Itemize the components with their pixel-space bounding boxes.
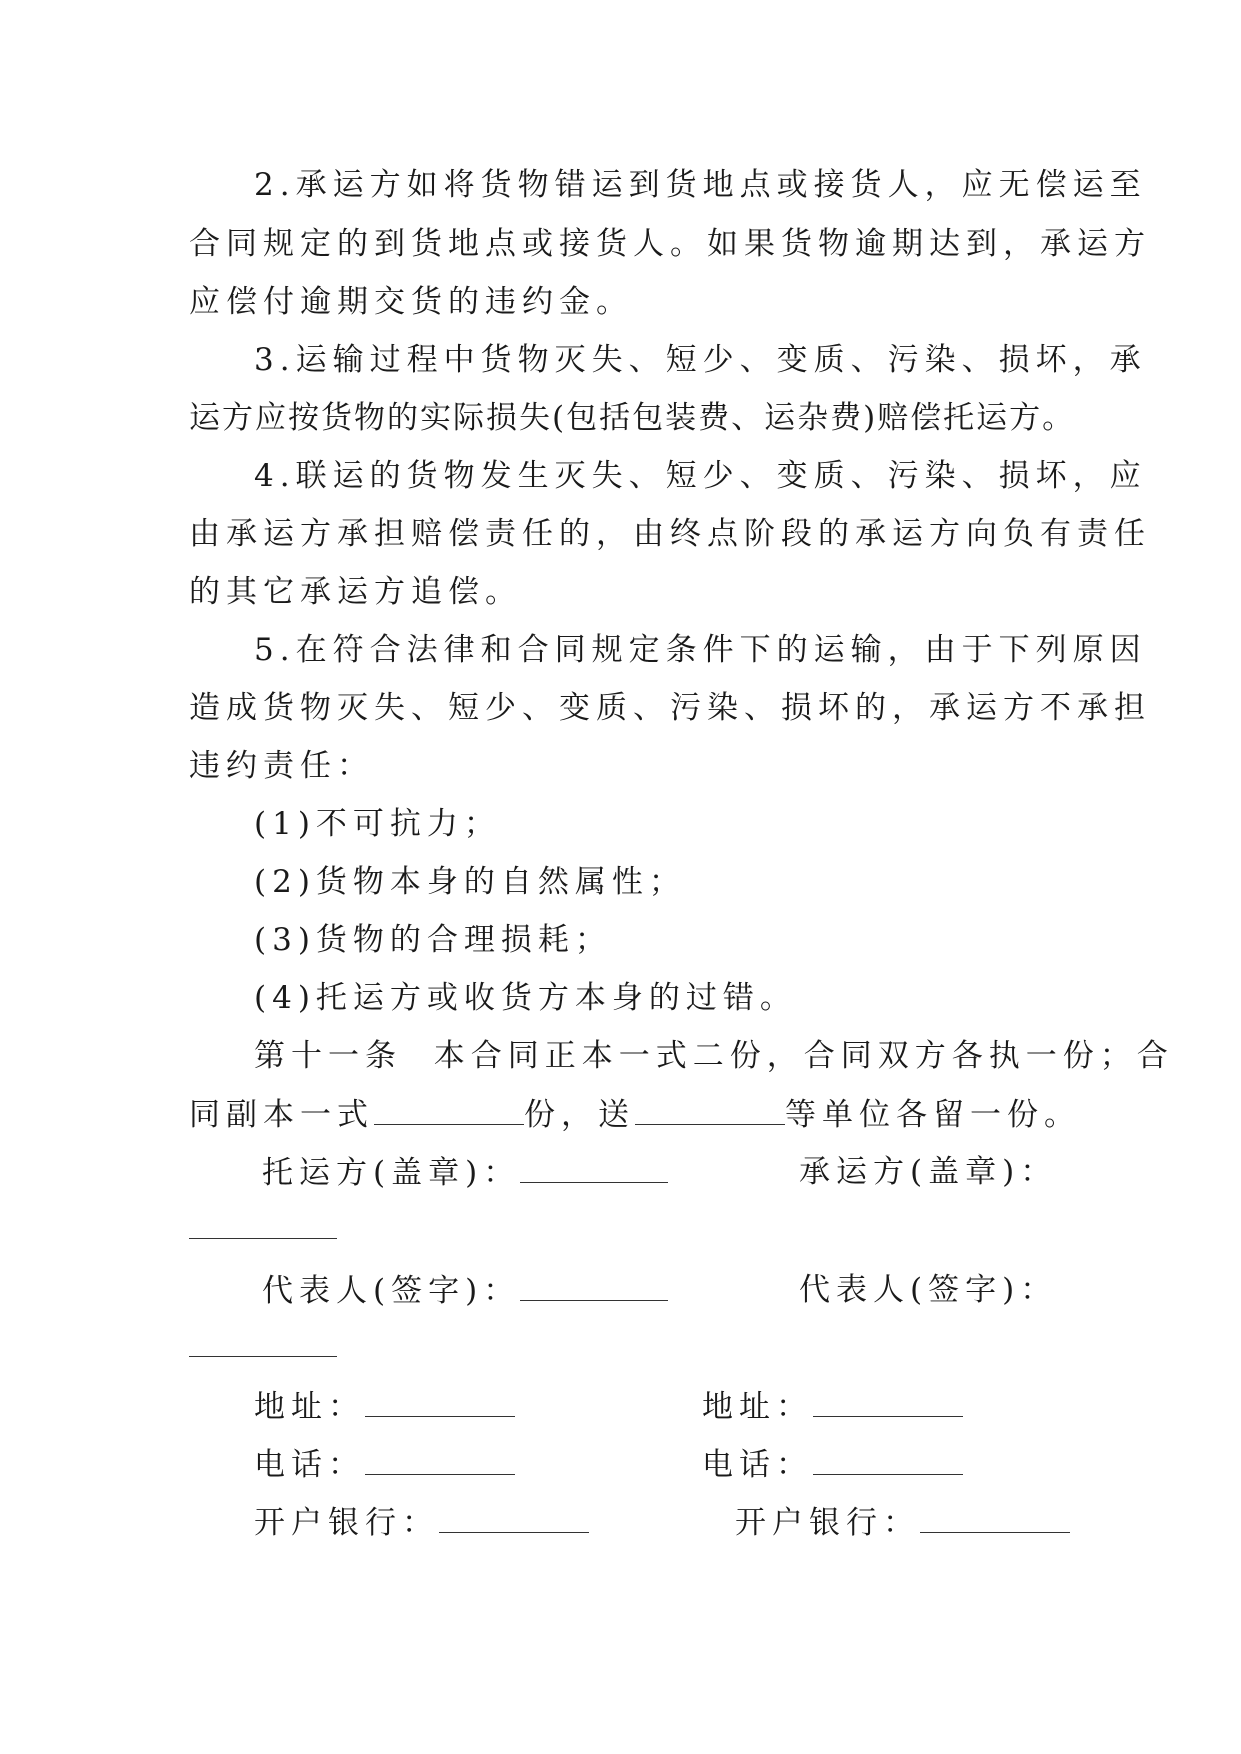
recipients-blank (635, 1094, 785, 1125)
phone-left-label: 电话： (254, 1447, 365, 1483)
article-11-text-a: 同副本一式 (189, 1097, 374, 1133)
clause-4-line-2: 由承运方承担赔偿责任的，由终点阶段的承运方向负有责任 (189, 516, 1151, 552)
bank-right-label: 开户银行： (735, 1505, 920, 1541)
article-11-line-1: 第十一条 本合同正本一式二份，合同双方各执一份；合 (254, 1038, 1174, 1074)
exemption-item-1: (1)不可抗力； (254, 806, 501, 842)
exemption-item-3: (3)货物的合理损耗； (254, 922, 612, 958)
address-right-blank (813, 1386, 963, 1417)
address-left-label: 地址： (254, 1389, 365, 1425)
shipper-seal-blank (520, 1152, 668, 1183)
clause-5-line-2: 造成货物灭失、短少、变质、污染、损坏的，承运方不承担 (189, 690, 1151, 726)
shipper-seal-row (262, 1152, 668, 1193)
phone-right-row (702, 1444, 963, 1485)
clause-4-line-3: 的其它承运方追偿。 (189, 574, 522, 610)
address-left-row (254, 1386, 515, 1427)
address-left-blank (365, 1386, 515, 1417)
clause-5-line-1: 5.在符合法律和合同规定条件下的运输，由于下列原因 (254, 632, 1147, 668)
bank-left-blank (439, 1502, 589, 1533)
bank-left-label: 开户银行： (254, 1505, 439, 1541)
article-11-text-b: 份，送 (524, 1097, 635, 1133)
exemption-item-2: (2)货物本身的自然属性； (254, 864, 686, 900)
clause-3-line-2: 运方应按货物的实际损失(包括包装费、运杂费)赔偿托运方。 (189, 400, 1076, 436)
phone-left-blank (365, 1444, 515, 1475)
bank-right-blank (920, 1502, 1070, 1533)
article-11-line-2 (189, 1094, 1081, 1135)
shipper-rep-blank (520, 1270, 668, 1301)
article-11-text-c: 等单位各留一份。 (785, 1097, 1081, 1133)
copies-blank (374, 1094, 524, 1125)
phone-right-blank (813, 1444, 963, 1475)
carrier-rep-blank (189, 1356, 337, 1357)
clause-3-line-1: 3.运输过程中货物灭失、短少、变质、污染、损坏，承 (254, 342, 1147, 378)
carrier-seal-blank (189, 1238, 337, 1239)
clause-2-line-1: 2.承运方如将货物错运到货地点或接货人，应无偿运至 (254, 167, 1147, 203)
bank-right-row (735, 1502, 1070, 1543)
phone-right-label: 电话： (702, 1447, 813, 1483)
clause-2-line-2: 合同规定的到货地点或接货人。如果货物逾期达到，承运方 (189, 226, 1151, 262)
clause-2-line-3: 应偿付逾期交货的违约金。 (189, 284, 633, 320)
address-right-label: 地址： (702, 1389, 813, 1425)
shipper-rep-label: 代表人(签字)： (262, 1273, 521, 1309)
bank-left-row (254, 1502, 589, 1543)
phone-left-row (254, 1444, 515, 1485)
clause-5-line-3: 违约责任： (189, 748, 374, 784)
clause-4-line-1: 4.联运的货物发生灭失、短少、变质、污染、损坏，应 (254, 458, 1147, 494)
carrier-rep-label: 代表人(签字)： (799, 1272, 1058, 1308)
exemption-item-4: (4)托运方或收货方本身的过错。 (254, 980, 797, 1016)
address-right-row (702, 1386, 963, 1427)
shipper-rep-row (262, 1270, 668, 1311)
shipper-seal-label: 托运方(盖章)： (262, 1155, 521, 1191)
carrier-seal-label: 承运方(盖章)： (799, 1154, 1058, 1190)
